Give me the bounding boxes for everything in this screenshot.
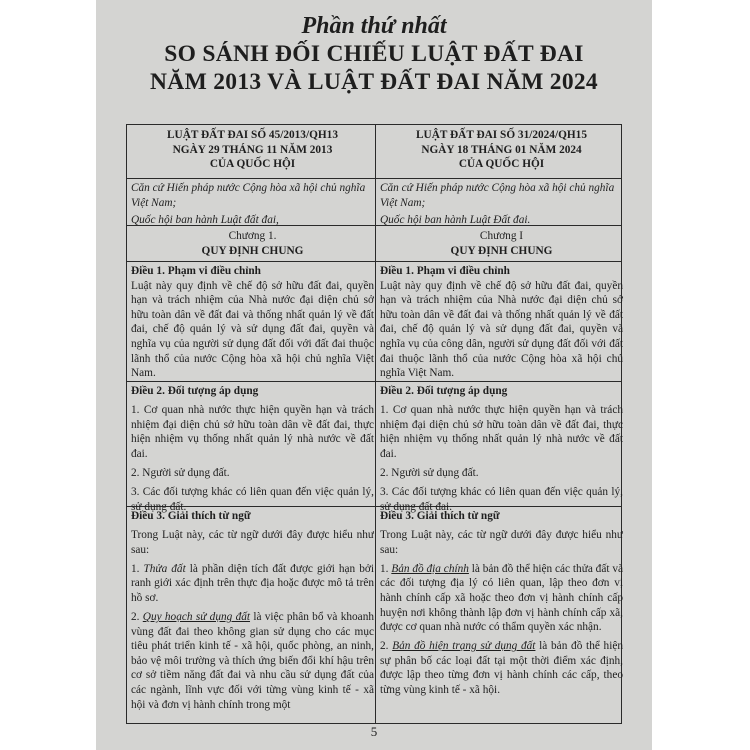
- left-law-heading: [131, 128, 374, 172]
- right-article-2-item-1: 1. Cơ quan nhà nước thực hiện quyền hạn và trách nhiệm đại diện chủ sở hữu toàn dân về đất đai, thực hiện nhiệm vụ thống nhất quản lý nhà nước về đất đai.: [380, 404, 623, 460]
- right-head-line: LUẬT ĐẤT ĐAI SỐ 31/2024/QH15: [416, 129, 587, 141]
- right-preamble: [380, 181, 623, 228]
- right-article-3-item-1: 1. Bản đồ địa chính là bản đồ thể hiện các thửa đất và các đối tượng địa lý có liên quan, lập theo đơn vị hành chính cấp xã hoặc theo đơn vị hành chính cấp huyện nơi không thành lập đơn vị hành chính cấp xã, được cơ quan nhà nước có thẩm quyền xác nhận.: [380, 562, 623, 634]
- page-header: [96, 12, 652, 96]
- right-head-line: CỦA QUỐC HỘI: [458, 158, 545, 171]
- right-article-2-item-3: 3. Các đối tượng khác có liên quan đến việc quản lý, sử dụng đất đai.: [380, 486, 623, 513]
- right-term-1: Bản đồ địa chính: [391, 562, 469, 575]
- left-article-2-title: Điều 2. Đối tượng áp dụng: [131, 385, 259, 397]
- right-article-1-title: Điều 1. Phạm vi điều chỉnh: [380, 265, 510, 277]
- right-chapter-title: QUY ĐỊNH CHUNG: [450, 244, 553, 257]
- right-law-heading: [380, 128, 623, 172]
- left-head-line: NGÀY 29 THÁNG 11 NĂM 2013: [172, 143, 333, 156]
- column-divider: [375, 125, 376, 723]
- right-term-2: Bản đồ hiện trạng sử dụng đất: [392, 640, 536, 653]
- left-preamble-basis: Căn cứ Hiến pháp nước Cộng hòa xã hội chủ nghĩa Việt Nam;: [131, 182, 366, 209]
- right-preamble-issue: Quốc hội ban hành Luật Đất đai.: [380, 214, 531, 227]
- page-number: 5: [370, 724, 378, 739]
- part-title: Phần thứ nhất: [301, 13, 447, 39]
- right-head-line: NGÀY 18 THÁNG 01 NĂM 2024: [421, 143, 582, 156]
- left-article-2-item-2: 2. Người sử dụng đất.: [131, 466, 230, 479]
- main-title-line-2: NĂM 2013 VÀ LUẬT ĐẤT ĐAI NĂM 2024: [150, 69, 598, 95]
- right-article-3-intro: Trong Luật này, các từ ngữ dưới đây được hiểu như sau:: [380, 529, 623, 556]
- left-term-1: Thửa đất: [143, 562, 186, 575]
- left-term-2-definition: là việc phân bổ và khoanh vùng đất đai theo không gian sử dụng cho các mục tiêu phát triển kinh tế - xã hội, quốc phòng, an ninh, bảo vệ môi trường và thích ứng biến đổi khí hậu trên cơ sở tiềm năng đất đai và nhu cầu sử dụng đất của các ngành, lĩnh vực đối với từng vùng kinh tế - xã hội và đơn vị hành chính trong một: [131, 611, 374, 711]
- right-article-1: [380, 264, 623, 381]
- left-preamble: [131, 181, 374, 228]
- left-article-1: [131, 264, 374, 381]
- left-article-3-title: Điều 3. Giải thích từ ngữ: [131, 510, 251, 522]
- left-term-1-definition: là phần diện tích đất được giới hạn bởi ranh giới xác định trên thực địa hoặc được mô tả trên hồ sơ.: [131, 562, 374, 604]
- right-chapter-number: Chương I: [479, 230, 524, 242]
- left-article-1-title: Điều 1. Phạm vi điều chỉnh: [131, 265, 261, 277]
- left-article-3-item-2: 2. Quy hoạch sử dụng đất là việc phân bổ và khoanh vùng đất đai theo không gian sử dụng cho các mục tiêu phát triển kinh tế - xã hội, quốc phòng, an ninh, bảo vệ môi trường và thích ứng biến đổi khí hậu trên cơ sở tiềm năng đất đai và nhu cầu sử dụng đất của các ngành, lĩnh vực đối với từng vùng kinh tế - xã hội và đơn vị hành chính trong một: [131, 611, 374, 711]
- right-article-1-text: Luật này quy định về chế độ sở hữu đất đai, quyền hạn và trách nhiệm của Nhà nước đại diện chủ sở hữu toàn dân về đất đai và thống nhất quản lý về đất đai, chế độ quản lý và sử dụng đất đai, quyền và nghĩa vụ của công dân, người sử dụng đất đối với đất đai thuộc lãnh thổ của nước Cộng hòa xã hội chủ nghĩa Việt Nam.: [380, 279, 623, 380]
- left-chapter-number: Chương 1.: [228, 230, 277, 242]
- left-term-2: Quy hoạch sử dụng đất: [142, 611, 251, 624]
- right-article-2: [380, 384, 623, 519]
- right-chapter: [380, 229, 623, 258]
- left-article-1-text: Luật này quy định về chế độ sở hữu đất đai, quyền hạn và trách nhiệm của Nhà nước đại diện chủ sở hữu toàn dân về đất đai và thống nhất quản lý về đất đai, chế độ quản lý và sử dụng đất đai, quyền và nghĩa vụ của người sử dụng đất đối với đất đai thuộc lãnh thổ của nước Cộng hòa xã hội chủ nghĩa Việt Nam.: [131, 279, 374, 380]
- right-article-3-title: Điều 3. Giải thích từ ngữ: [380, 510, 500, 522]
- left-head-line: CỦA QUỐC HỘI: [209, 158, 296, 171]
- left-article-2: [131, 384, 374, 519]
- right-term-1-definition: là bản đồ thể hiện các thửa đất và các đối tượng địa lý có liên quan, lập theo đơn vị hành chính cấp xã hoặc theo đơn vị hành chính cấp huyện nơi không thành lập đơn vị hành chính cấp xã, được cơ quan nhà nước có thẩm quyền xác nhận.: [380, 562, 623, 634]
- left-article-3: [131, 509, 374, 717]
- left-article-3-intro: Trong Luật này, các từ ngữ dưới đây được hiểu như sau:: [131, 529, 374, 556]
- left-chapter: [131, 229, 374, 258]
- comparison-table: [126, 124, 622, 724]
- right-column-2024: [380, 125, 623, 723]
- left-chapter-title: QUY ĐỊNH CHUNG: [201, 244, 304, 257]
- right-article-3-item-2: 2. Bản đồ hiện trạng sử dụng đất là bản đồ thể hiện sự phân bố các loại đất tại một thời điểm xác định, được lập theo từng đơn vị hành chính các cấp, theo từng vùng kinh tế - xã hội.: [380, 640, 623, 697]
- right-article-2-item-2: 2. Người sử dụng đất.: [380, 466, 479, 479]
- main-title-line-1: SO SÁNH ĐỐI CHIẾU LUẬT ĐẤT ĐAI: [164, 41, 584, 67]
- left-article-3-item-1: 1. Thửa đất là phần diện tích đất được giới hạn bởi ranh giới xác định trên thực địa hoặc được mô tả trên hồ sơ.: [131, 562, 374, 604]
- left-head-line: LUẬT ĐẤT ĐAI SỐ 45/2013/QH13: [167, 129, 338, 141]
- left-column-2013: [131, 125, 374, 723]
- right-article-2-title: Điều 2. Đối tượng áp dụng: [380, 385, 508, 397]
- left-article-2-item-1: 1. Cơ quan nhà nước thực hiện quyền hạn và trách nhiệm đại diện chủ sở hữu toàn dân về đất đai, thực hiện nhiệm vụ thống nhất quản lý nhà nước về đất đai.: [131, 404, 374, 460]
- left-preamble-issue: Quốc hội ban hành Luật đất đai,: [131, 214, 279, 227]
- right-term-2-definition: là bản đồ thể hiện sự phân bố các loại đất tại một thời điểm xác định, được lập theo từng đơn vị hành chính các cấp, theo từng vùng kinh tế - xã hội.: [380, 640, 623, 697]
- right-article-3: [380, 509, 623, 702]
- left-article-2-item-3: 3. Các đối tượng khác có liên quan đến việc quản lý, sử dụng đất.: [131, 486, 374, 513]
- right-preamble-basis: Căn cứ Hiến pháp nước Cộng hòa xã hội chủ nghĩa Việt Nam;: [380, 182, 615, 209]
